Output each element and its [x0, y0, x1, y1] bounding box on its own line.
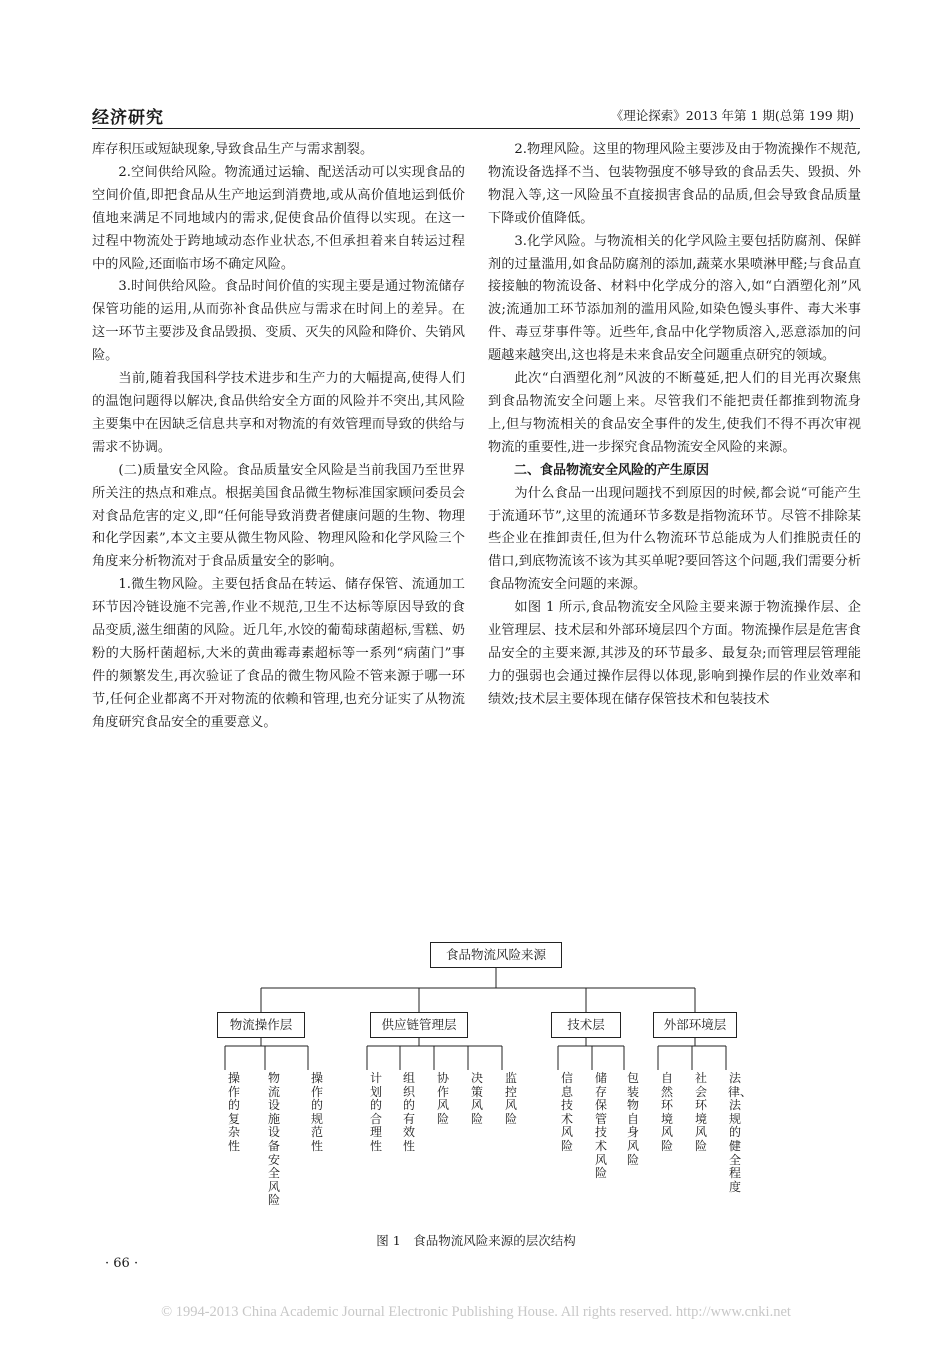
section-title: 经济研究: [92, 108, 164, 128]
risk-item-label: 决策风险: [470, 1071, 483, 1126]
root-node: 食品物流风险来源: [430, 942, 562, 968]
layer-node: 物流操作层: [217, 1012, 305, 1038]
layer-node: 外部环境层: [653, 1012, 737, 1038]
risk-item-label: 信息技术风险: [560, 1071, 573, 1153]
body-paragraph: 3.化学风险。与物流相关的化学风险主要包括防腐剂、保鲜剂的过量滥用,如食品防腐剂的添加,蔬菜水果喷淋甲醛;与食品直接接触的物流设备、材料中化学成分的溶入,如“白酒塑化剂”风波;流通加工环节添加剂的滥用风险,如染色馒头事件、毒大米事件、毒豆芽事件等。近些年,食品中化学物质溶入,恶意添加的问题越来越突出,这也将是未来食品安全问题重点研究的领域。: [488, 233, 861, 364]
risk-item-label: 储存保管技术风险: [594, 1071, 607, 1181]
risk-item-label: 操作的规范性: [310, 1071, 323, 1153]
header-rule: [92, 128, 860, 129]
risk-item-label: 操作的复杂性: [227, 1071, 240, 1153]
body-paragraph: 此次“白酒塑化剂”风波的不断蔓延,把人们的目光再次聚焦到食品物流安全问题上来。尽管我们不能把责任都推到物流身上,但与物流相关的食品安全事件的发生,使我们不得不再次审视物流的重要性,进一步探究食品物流安全风险的来源。: [488, 371, 861, 455]
risk-item-label: 计划的合理性: [369, 1071, 382, 1153]
risk-item-label: 自然环境风险: [660, 1071, 673, 1153]
risk-item-label: 社会环境风险: [694, 1071, 707, 1153]
risk-item-label: 包装物自身风险: [626, 1071, 639, 1167]
copyright-footer: © 1994-2013 China Academic Journal Electronic Publishing House. All rights reserved. http://www.cnki.net: [161, 1304, 791, 1320]
risk-item-label: 组织的有效性: [402, 1071, 415, 1153]
body-paragraph: 1.微生物风险。主要包括食品在转运、储存保管、流通加工环节因冷链设施不完善,作业不规范,卫生不达标等原因导致的食品变质,滋生细菌的风险。近几年,水饺的葡萄球菌超标,雪糕、奶粉的大肠杆菌超标,大米的黄曲霉毒素超标等一系列“病菌门”事件的频繁发生,再次验证了食品的微生物风险不管来源于哪一环节,任何企业都离不开对物流的依赖和管理,也充分证实了从物流角度研究食品安全的重要意义。: [92, 577, 465, 730]
left-column: [92, 139, 465, 735]
right-column: [488, 139, 861, 712]
journal-info: 《理论探索》2013 年第 1 期(总第 199 期): [610, 108, 854, 123]
body-paragraph: 为什么食品一出现问题找不到原因的时候,都会说“可能产生于流通环节”,这里的流通环节多数是指物流环节。尽管不排除某些企业在推卸责任,但为什么物流环节总能成为人们推脱责任的借口,到底物流该不该为其买单呢?要回答这个问题,我们需要分析食品物流安全问题的来源。: [488, 485, 861, 593]
body-paragraph: 3.时间供给风险。食品时间价值的实现主要是通过物流储存保管功能的运用,从而弥补食品供应与需求在时间上的差异。在这一环节主要涉及食品毁损、变质、灭失的风险和降价、失销风险。: [92, 279, 465, 364]
figure-connectors: [205, 940, 765, 1225]
section-heading: 二、食品物流安全风险的产生原因: [514, 462, 710, 478]
body-paragraph: (二)质量安全风险。食品质量安全风险是当前我国乃至世界所关注的热点和难点。根据美国食品微生物标准国家顾问委员会对食品危害的定义,即“任何能导致消费者健康问题的生物、物理和化学因素”,本文主要从微生物风险、物理风险和化学风险三个角度来分析物流对于食品质量安全的影响。: [92, 462, 465, 570]
risk-item-label: 法律、法规的健全程度: [728, 1071, 753, 1194]
body-paragraph: 2.空间供给风险。物流通过运输、配送活动可以实现食品的空间价值,即把食品从生产地运到消费地,或从高价值地运到低价值地来满足不同地域内的需求,促使食品价值得以实现。在这一过程中物流处于跨地域动态作业状态,不但承担着来自转运过程中的风险,还面临市场不确定风险。: [92, 164, 465, 272]
body-paragraph: 当前,随着我国科学技术进步和生产力的大幅提高,使得人们的温饱问题得以解决,食品供给安全方面的风险并不突出,其风险主要集中在因缺乏信息共享和对物流的有效管理而导致的供给与需求不协调。: [92, 371, 465, 455]
body-paragraph: 库存积压或短缺现象,导致食品生产与需求割裂。: [92, 142, 374, 157]
risk-item-label: 物流设施设备安全风险: [267, 1071, 280, 1208]
layer-node: 技术层: [551, 1012, 621, 1038]
body-paragraph: 2.物理风险。这里的物理风险主要涉及由于物流操作不规范,物流设备选择不当、包装物强度不够导致的食品丢失、毁损、外物混入等,这一风险虽不直接损害食品的品质,但会导致食品质量下降或价值降低。: [488, 142, 861, 226]
figure-caption: 图 1 食品物流风险来源的层次结构: [376, 1233, 576, 1248]
layer-node: 供应链管理层: [370, 1012, 468, 1038]
page-number: · 66 ·: [105, 1256, 139, 1271]
body-paragraph: 如图 1 所示,食品物流安全风险主要来源于物流操作层、企业管理层、技术层和外部环境层四个方面。物流操作层是危害食品安全的主要来源,其涉及的环节最多、最复杂;而管理层管理能力的强弱也会通过操作层得以体现,影响到操作层的作业效率和绩效;技术层主要体现在储存保管技术和包装技术: [488, 600, 861, 707]
risk-item-label: 监控风险: [504, 1071, 517, 1126]
risk-item-label: 协作风险: [436, 1071, 449, 1126]
figure-hierarchy: [205, 940, 765, 1225]
